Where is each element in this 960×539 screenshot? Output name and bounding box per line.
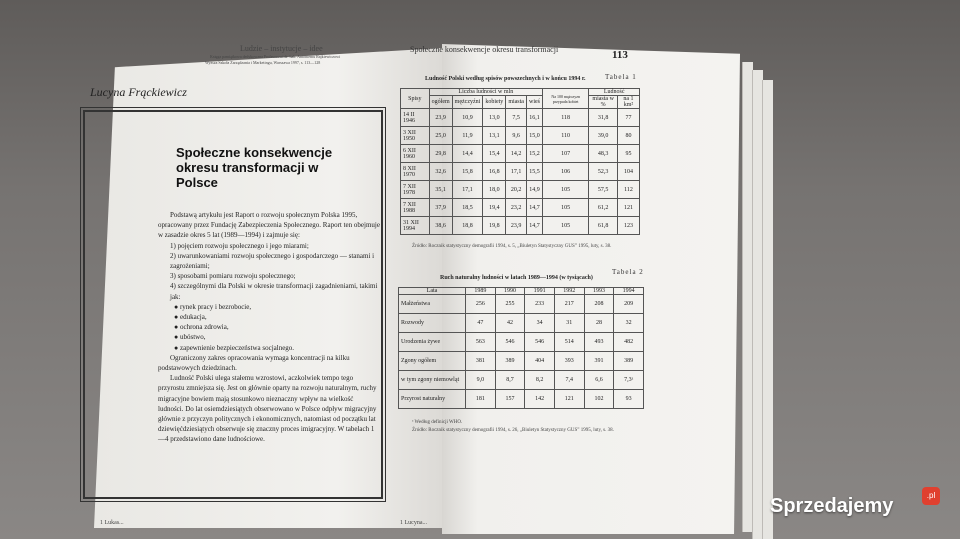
row-label: Rozwody (399, 314, 466, 333)
table-cell: 482 (614, 333, 644, 352)
table1-label: Tabela 1 (605, 73, 637, 81)
table-row (401, 127, 640, 145)
table-cell: 42 (495, 314, 525, 333)
table-cell: 514 (554, 333, 584, 352)
table2-label: Tabela 2 (612, 268, 644, 276)
table-cell: 29,8 (429, 145, 452, 163)
table1-source: Źródło: Rocznik statystyczny demografii 1994, s. 5, „Biuletyn Statystyczny GUS” 1995, luty, s. 38. (412, 244, 612, 249)
row-label: 6 XII 1960 (401, 145, 430, 163)
table-cell: 14,9 (526, 181, 542, 199)
table-cell: 391 (584, 352, 614, 371)
table-cell: 105 (542, 199, 588, 217)
table-row (399, 333, 644, 352)
table-row (399, 352, 644, 371)
table-cell: 61,8 (589, 217, 618, 235)
table-cell: 32 (614, 314, 644, 333)
table-cell: 35,1 (429, 181, 452, 199)
table-cell: 19,4 (483, 199, 506, 217)
author-name: Lucyna Frąckiewicz (90, 85, 187, 99)
table-cell: 80 (617, 127, 639, 145)
list-item: ● zapewnienie bezpieczeństwa socjalnego. (174, 343, 295, 352)
table-cell: 157 (495, 390, 525, 409)
paragraph: 1) pojęciem rozwoju społecznego i jego miarami; (170, 241, 309, 250)
table-cell: 102 (584, 390, 614, 409)
table-cell: 404 (525, 352, 555, 371)
table-cell: 23,2 (506, 199, 527, 217)
table-cell: 142 (525, 390, 555, 409)
list-item: ● ubóstwo, (174, 333, 206, 342)
row-label: 8 XII 1970 (401, 163, 430, 181)
table-row (399, 371, 644, 390)
table1-header: wieś (526, 96, 542, 109)
table-cell: 13,0 (483, 109, 506, 127)
table1-header: kobiety (483, 96, 506, 109)
table-cell: 23,9 (506, 217, 527, 235)
table-cell: 217 (554, 295, 584, 314)
table-cell: 10,9 (452, 109, 483, 127)
table2-header: 1989 (466, 288, 496, 295)
table-cell: 389 (614, 352, 644, 371)
paragraph: Ludność Polski ulega stałemu wzrostowi, aczkolwiek tempo tego przyrostu zmniejsza się. Jest on głównie oparty na rozwoju naturalnym, ruchy migracyjne bowiem mają stosunkowo nieznaczny wpływ na wielkość ludności. Do lat osiemdziesiątych obserwowano w Polsce odpływ migracyjny głównie z przyczyn politycznych i ekonomicznych, natomiast od początku lat dziewięćdziesiątych obserwuje się znaczny proces imigracyjny. W tabelach 1—4 przedstawiono dane ludnościowe. (158, 374, 377, 444)
table-cell: 18,0 (483, 181, 506, 199)
table-cell: 14,7 (526, 217, 542, 235)
table-cell: 255 (495, 295, 525, 314)
paragraph: Podstawą artykułu jest Raport o rozwoju społecznym Polska 1995, opracowany przez Fundację Zabezpieczenia Społecznego. Raport ten obejmuje w zasadzie okres 5 lat (1989—1994) i zajmuje się: (158, 211, 380, 240)
table-cell: 7,3ᵃ (614, 371, 644, 390)
table-cell: 17,1 (452, 181, 483, 199)
table2-source: Źródło: Rocznik statystyczny demografii 1994, s. 26, „Biuletyn Statystyczny GUS” 1995, luty, s. 38. (412, 428, 614, 433)
table-cell: 181 (466, 390, 496, 409)
row-label: 7 XII 1988 (401, 199, 430, 217)
table1-caption: Ludność Polski według spisów powszechnych i w końcu 1994 r. (425, 76, 586, 82)
table-cell: 15,2 (526, 145, 542, 163)
table-cell: 13,1 (483, 127, 506, 145)
table-cell: 6,6 (584, 371, 614, 390)
table1-body (401, 109, 640, 235)
table-cell: 32,6 (429, 163, 452, 181)
table-cell: 18,8 (452, 217, 483, 235)
table1-header: mężczyźni (452, 96, 483, 109)
table-cell: 93 (614, 390, 644, 409)
table-cell: 11,9 (452, 127, 483, 145)
table-cell: 7,4 (554, 371, 584, 390)
table-row (401, 181, 640, 199)
left-footer: 1 Lucyna... (400, 520, 427, 526)
article-body (158, 210, 380, 445)
table-row (401, 109, 640, 127)
table-cell: 31,8 (589, 109, 618, 127)
table1-header: Spisy (401, 89, 430, 109)
table-cell: 106 (542, 163, 588, 181)
row-label: Przyrost naturalny (399, 390, 466, 409)
table-cell: 47 (466, 314, 496, 333)
table1-header: Na 100 mężczyzn przypada kobiet (542, 89, 588, 109)
table2-header: 1992 (554, 288, 584, 295)
table-cell: 39,0 (589, 127, 618, 145)
table1-header: miasta (506, 96, 527, 109)
table-cell: 20,2 (506, 181, 527, 199)
page-number: 113 (612, 49, 628, 61)
table-row (401, 163, 640, 181)
table2-header: 1990 (495, 288, 525, 295)
table2-header: 1991 (525, 288, 555, 295)
table-cell: 19,8 (483, 217, 506, 235)
table-cell: 563 (466, 333, 496, 352)
table-cell: 209 (614, 295, 644, 314)
watermark-text: Sprzedajemy (770, 495, 894, 517)
table-cell: 110 (542, 127, 588, 145)
page-edge (762, 80, 773, 539)
table-cell: 123 (617, 217, 639, 235)
table-cell: 52,3 (589, 163, 618, 181)
table-cell: 493 (584, 333, 614, 352)
table-cell: 95 (617, 145, 639, 163)
table-row (401, 217, 640, 235)
table-cell: 16,8 (483, 163, 506, 181)
table-cell: 15,8 (452, 163, 483, 181)
table2-caption: Ruch naturalny ludności w latach 1989—1994 (w tysiącach) (440, 275, 593, 281)
table-cell: 9,0 (466, 371, 496, 390)
table-cell: 14,4 (452, 145, 483, 163)
row-label: 31 XII 1994 (401, 217, 430, 235)
right-running-head: Społeczne konsekwencje okresu transformacji (410, 45, 559, 54)
table-cell: 9,6 (506, 127, 527, 145)
table-row (399, 314, 644, 333)
table-cell: 121 (617, 199, 639, 217)
article-title: Społeczne konsekwencje okresu transformacji w Polsce (176, 145, 333, 190)
table2-header: 1993 (584, 288, 614, 295)
paragraph: 4) szczególnymi dla Polski w okresie transformacji zagadnieniami, takimi jak: (170, 282, 378, 301)
table-row (401, 145, 640, 163)
table2 (398, 287, 644, 409)
table-cell: 105 (542, 217, 588, 235)
table-cell: 8,2 (525, 371, 555, 390)
left-header-sub2: Wyższa Szkoła Zarządzania i Marketingu, Warszawa 1997, s. 113—128 (205, 60, 321, 65)
table-cell: 112 (617, 181, 639, 199)
table1-header: Ludność (589, 89, 640, 96)
table1-header: miasta w % (589, 96, 618, 109)
table1 (400, 88, 640, 235)
table-cell: 121 (554, 390, 584, 409)
table-cell: 15,5 (526, 163, 542, 181)
table-cell: 107 (542, 145, 588, 163)
table-cell: 8,7 (495, 371, 525, 390)
row-label: 7 XII 1978 (401, 181, 430, 199)
table-cell: 256 (466, 295, 496, 314)
table-cell: 77 (617, 109, 639, 127)
table-row (399, 295, 644, 314)
paragraph: Ograniczony zakres opracowania wymaga koncentracji na kilku podstawowych dziedzinach. (158, 353, 350, 373)
table-cell: 381 (466, 352, 496, 371)
row-label: Zgony ogółem (399, 352, 466, 371)
paragraph: 3) sposobami pomiaru rozwoju społecznego; (170, 272, 296, 281)
table-row (401, 199, 640, 217)
table-cell: 16,1 (526, 109, 542, 127)
table-cell: 546 (495, 333, 525, 352)
table2-body (399, 295, 644, 409)
left-running-head: Ludzie – instytucje – idee (240, 44, 323, 53)
list-item: ● ochrona zdrowia, (174, 323, 229, 332)
table2-note: ᵃ Według definicji WHO. (412, 420, 463, 425)
left-header-sub: Księga pamiątkowa dedykowana Profesorowi dr. hab. Antoniemu Rajkiewiczowi (210, 54, 341, 59)
table-cell: 104 (617, 163, 639, 181)
table1-group-header: Liczba ludności w mln (429, 89, 542, 96)
list-item: ● rynek pracy i bezrobocie, (174, 302, 252, 311)
row-label: 3 XII 1950 (401, 127, 430, 145)
table-cell: 14,7 (526, 199, 542, 217)
table-cell: 48,3 (589, 145, 618, 163)
table-cell: 118 (542, 109, 588, 127)
right-footer: 1 Lukas... (100, 520, 124, 526)
table-cell: 37,9 (429, 199, 452, 217)
table-cell: 28 (584, 314, 614, 333)
row-label: Urodzenia żywe (399, 333, 466, 352)
table-cell: 61,2 (589, 199, 618, 217)
paragraph: 2) uwarunkowaniami rozwoju społecznego i gospodarczego — stanami i zagrożeniami; (170, 251, 375, 271)
table2-header: 1994 (614, 288, 644, 295)
table1-header: ogółem (429, 96, 452, 109)
table-cell: 105 (542, 181, 588, 199)
table-cell: 15,4 (483, 145, 506, 163)
table-cell: 393 (554, 352, 584, 371)
table-cell: 34 (525, 314, 555, 333)
table-cell: 38,6 (429, 217, 452, 235)
table1-header: na 1 km² (617, 96, 639, 109)
table-cell: 208 (584, 295, 614, 314)
table-cell: 17,1 (506, 163, 527, 181)
list-item: ● edukacja, (174, 313, 207, 322)
table-cell: 31 (554, 314, 584, 333)
row-label: w tym zgony niemowląt (399, 371, 466, 390)
table-cell: 233 (525, 295, 555, 314)
table-cell: 25,0 (429, 127, 452, 145)
table-row (399, 390, 644, 409)
row-label: 14 II 1946 (401, 109, 430, 127)
table-cell: 15,0 (526, 127, 542, 145)
table-cell: 14,2 (506, 145, 527, 163)
table2-header: Lata (399, 288, 466, 295)
row-label: Małżeństwa (399, 295, 466, 314)
table-cell: 7,5 (506, 109, 527, 127)
table-cell: 23,9 (429, 109, 452, 127)
table-cell: 389 (495, 352, 525, 371)
watermark-badge: .pl (922, 487, 940, 505)
table-cell: 57,5 (589, 181, 618, 199)
table-cell: 18,5 (452, 199, 483, 217)
table-cell: 546 (525, 333, 555, 352)
